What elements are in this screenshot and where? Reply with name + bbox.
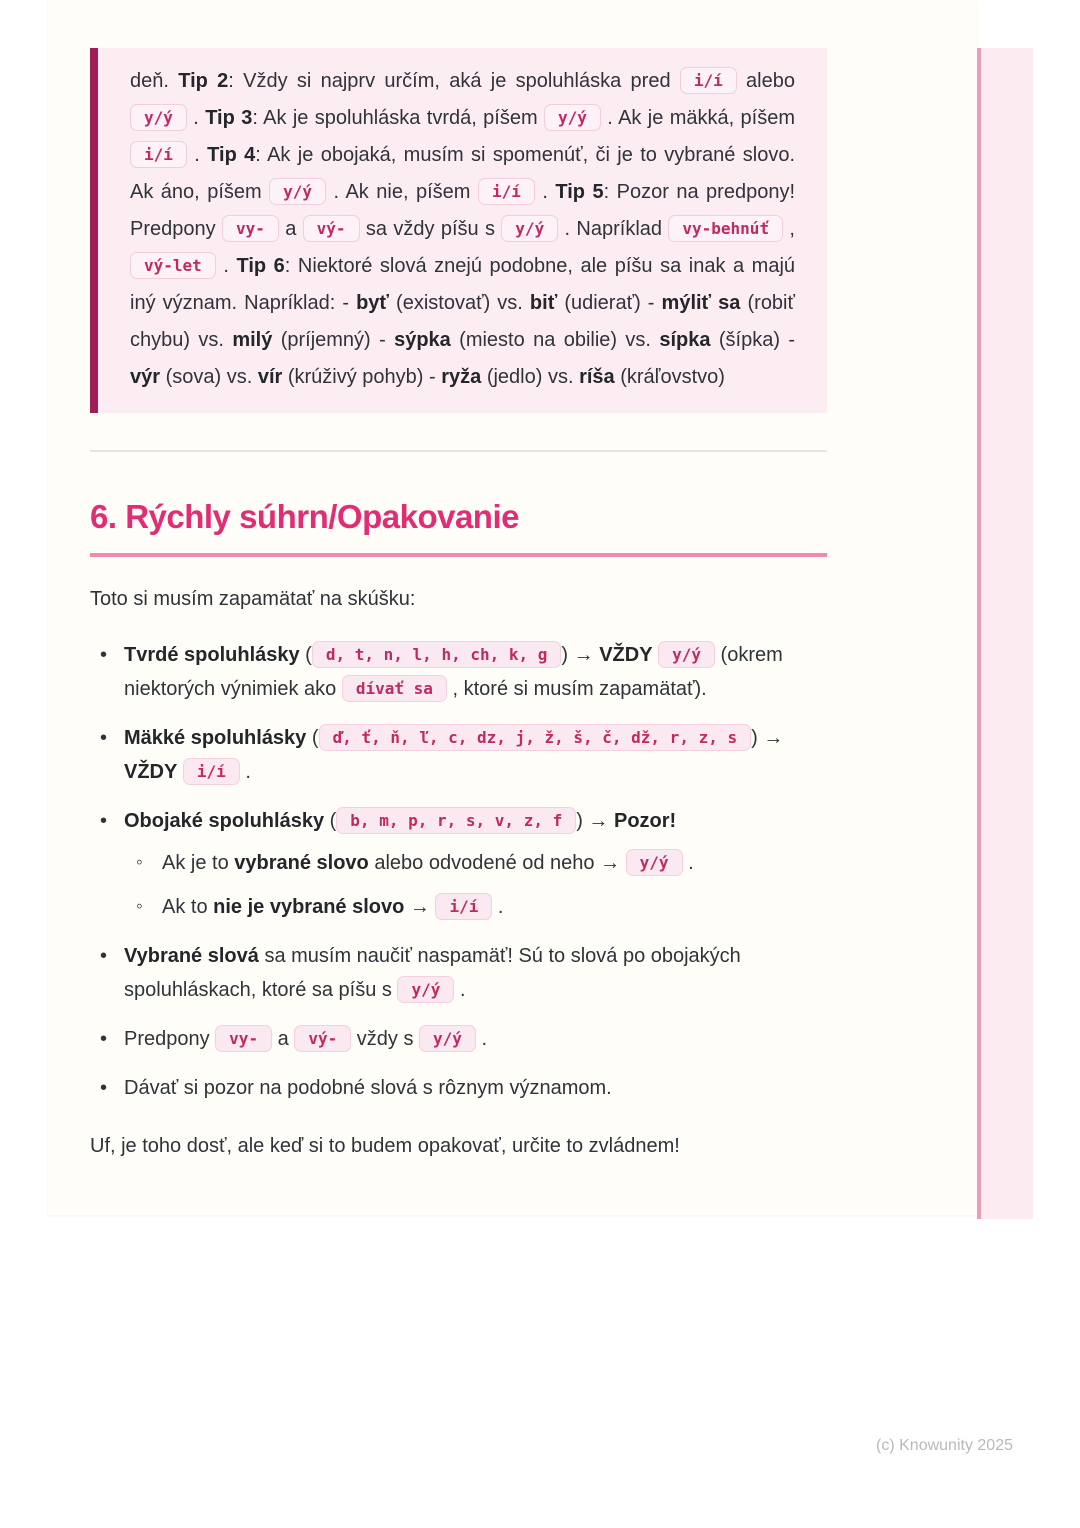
list-item-similar-words — [90, 1071, 827, 1105]
bold-text: sípka — [659, 329, 711, 351]
sub-list-item-text: Ak to nie je vybrané slovo → i/í . — [162, 896, 504, 918]
code-pill: i/í — [435, 893, 492, 920]
sub-list-item-text: Ak je to vybrané slovo alebo odvodené od neho → y/ý . — [162, 852, 694, 874]
bold-text: Mäkké spoluhlásky — [124, 727, 307, 749]
bold-text: Vybrané slová — [124, 945, 259, 967]
code-pill: y/ý — [658, 641, 715, 668]
document-page — [48, 0, 977, 1215]
bold-text: VŽDY — [124, 761, 178, 783]
bold-text: Tip 4 — [207, 144, 256, 166]
bold-text: VŽDY — [599, 644, 653, 666]
bold-text: byť — [356, 292, 389, 314]
bold-text: Tip 6 — [236, 255, 285, 277]
code-pill: vy-behnúť — [668, 215, 783, 242]
code-pill: vý- — [303, 215, 360, 242]
bold-text: biť — [529, 292, 558, 314]
bold-text: mýliť sa — [661, 292, 741, 314]
code-pill: i/í — [680, 67, 737, 94]
code-pill: y/ý — [501, 215, 558, 242]
bold-text: ryža — [441, 366, 482, 388]
bold-text: vír — [257, 366, 283, 388]
copyright-footer: (c) Knowunity 2025 — [876, 1437, 1013, 1454]
code-pill: y/ý — [269, 178, 326, 205]
list-item-text: Predpony vy- a vý- vždy s y/ý . — [124, 1028, 487, 1050]
list-item-text: Obojaké spoluhlásky ( b, m, p, r, s, v, z, f ) → Pozor! — [124, 810, 676, 832]
summary-sublist — [124, 846, 827, 924]
tip-callout — [90, 48, 827, 413]
code-pill: y/ý — [626, 849, 683, 876]
code-pill: vý-let — [130, 252, 216, 279]
list-item-text: Vybrané slová sa musím naučiť naspamäť! Sú to slová po obojakých spoluhláskach, ktoré sa píšu s y/ý . — [124, 945, 741, 1001]
bold-text: ríša — [579, 366, 615, 388]
code-pill: y/ý — [419, 1025, 476, 1052]
code-pill: vy- — [215, 1025, 272, 1052]
page-edge-strip — [977, 48, 1033, 1219]
code-pill: vý- — [294, 1025, 351, 1052]
intro-paragraph: Toto si musím zapamätať na skúšku: — [90, 588, 416, 610]
code-pill: vy- — [222, 215, 279, 242]
list-item-text: Tvrdé spoluhlásky ( d, t, n, l, h, ch, k, g ) → VŽDY y/ý (okrem niektorých výnimiek ako dívať sa , ktoré si musím zapamätať). — [124, 644, 783, 700]
bold-text: Tvrdé spoluhlásky — [124, 644, 300, 666]
tip-callout-text: deň. Tip 2: Vždy si najprv určím, aká je spoluhláska pred i/í alebo y/ý . Tip 3: Ak je spoluhláska tvrdá, píšem y/ý . Ak je mäkká, píšem i/í . Tip 4: Ak je obojaká, musím si spomenúť, či je to vybrané slovo. Ak áno, píšem y/ý . Ak nie, píšem i/í . Tip 5: Pozor na predpony! Predpony vy- a vý- sa vždy píšu s y/ý . Napríklad vy-behnúť , vý-let . Tip 6: Niektoré slová znejú podobne, ale píšu sa inak a majú iný význam. Napríklad: - byť (existovať) vs. biť (udierať) - mýliť sa (robiť chybu) vs. milý (príjemný) - sýpka (miesto na obilie) vs. sípka (šípka) - výr (sova) vs. vír (krúživý pohyb) - ryža (jedlo) vs. ríša (kráľovstvo) — [130, 70, 795, 388]
sub-list-item-not-selected-word — [124, 890, 827, 924]
code-pill: y/ý — [397, 976, 454, 1003]
code-pill: i/í — [130, 141, 187, 168]
code-pill: i/í — [478, 178, 535, 205]
list-item-ambiguous-consonants — [90, 804, 827, 924]
section-divider — [90, 450, 827, 452]
code-pill: dívať sa — [342, 675, 447, 702]
code-pill: i/í — [183, 758, 240, 785]
summary-list — [90, 638, 827, 1105]
list-item-text: Dávať si pozor na podobné slová s rôznym významom. — [124, 1077, 612, 1099]
list-item-hard-consonants — [90, 638, 827, 706]
bold-text: vybrané slovo — [234, 852, 369, 874]
bold-text: nie je vybrané slovo — [213, 896, 405, 918]
section-title: 6. Rýchly súhrn/Opakovanie — [90, 498, 519, 535]
list-item-selected-words — [90, 939, 827, 1007]
bold-text: výr — [130, 366, 161, 388]
code-pill: ď, ť, ň, ľ, c, dz, j, ž, š, č, dž, r, z, s — [319, 724, 752, 751]
bold-text: milý — [232, 329, 273, 351]
page-content — [90, 48, 827, 1161]
bold-text: sýpka — [394, 329, 451, 351]
bold-text: Tip 3 — [205, 107, 253, 129]
list-item-prefixes — [90, 1022, 827, 1056]
list-item-text: Mäkké spoluhlásky ( ď, ť, ň, ľ, c, dz, j, ž, š, č, dž, r, z, s ) → VŽDY i/í . — [124, 727, 783, 783]
title-underline — [90, 553, 827, 557]
closing-paragraph: Uf, je toho dosť, ale keď si to budem opakovať, určite to zvládnem! — [90, 1135, 680, 1157]
bold-text: Tip 2 — [178, 70, 229, 92]
bold-text: Obojaké spoluhlásky — [124, 810, 325, 832]
bold-text: Tip 5 — [555, 181, 604, 203]
code-pill: d, t, n, l, h, ch, k, g — [312, 641, 562, 668]
sub-list-item-selected-word — [124, 846, 827, 880]
bold-text: Pozor! — [614, 810, 677, 832]
code-pill: y/ý — [544, 104, 601, 131]
code-pill: y/ý — [130, 104, 187, 131]
list-item-soft-consonants — [90, 721, 827, 789]
code-pill: b, m, p, r, s, v, z, f — [336, 807, 576, 834]
